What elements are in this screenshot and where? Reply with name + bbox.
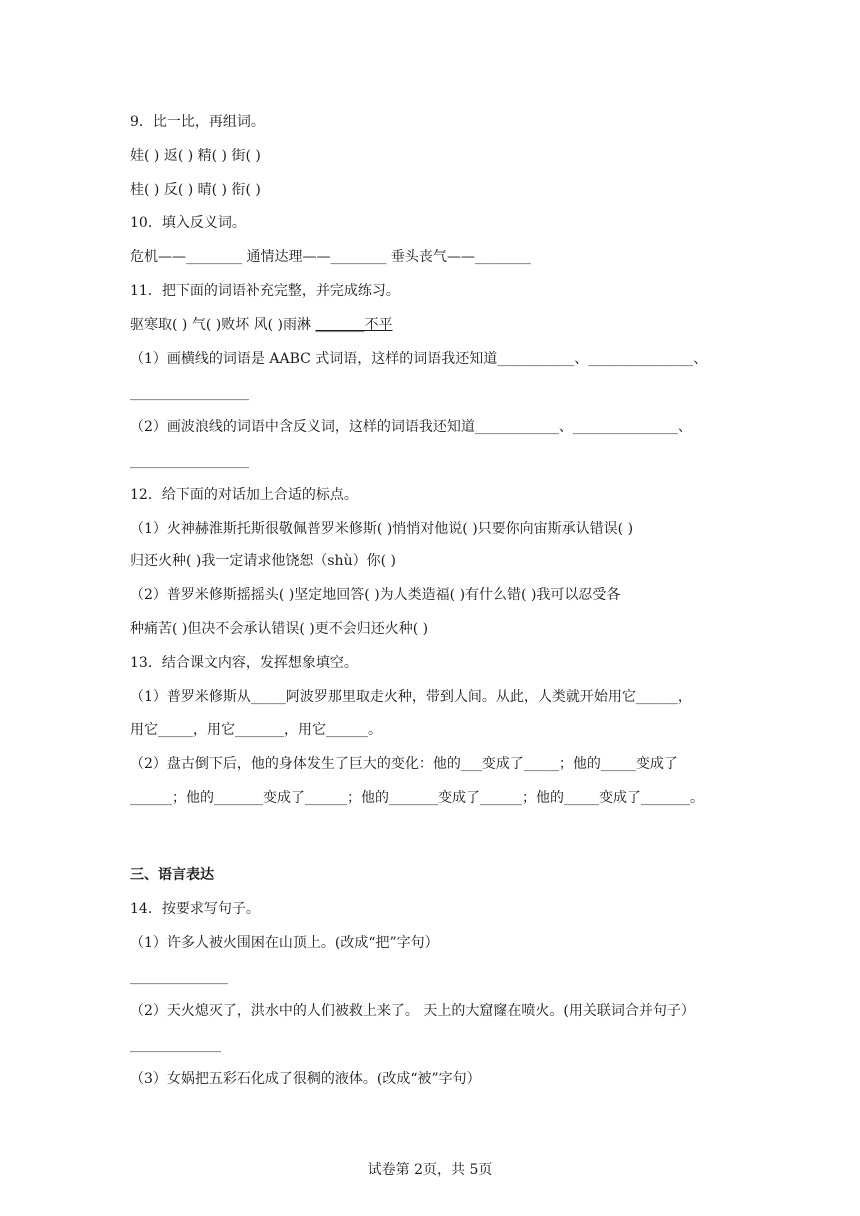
q9-row-2: 桂( ) 反( ) 晴( ) 衔( ): [130, 182, 261, 198]
section-3-heading: 三、语言表达: [130, 867, 214, 883]
q9-title: 9．比一比，再组词。: [130, 114, 265, 130]
q12-title: 12．给下面的对话加上合适的标点。: [130, 487, 358, 503]
q14-title: 14．按要求写句子。: [130, 901, 260, 917]
q14-sub2-answer-blank: _____________: [130, 1037, 221, 1053]
q14-sub2: （2）天火熄灭了，洪水中的人们被救上来了。 天上的大窟窿在喷火。(用关联词合并句子）: [130, 1003, 695, 1019]
q10-antonyms: 危机——________ 通情达理——________ 垂头丧气——________: [130, 249, 531, 265]
q11-underlined-word: _______不平: [315, 317, 393, 333]
q11-title: 11．把下面的词语补充完整，并完成练习。: [130, 283, 400, 299]
q14-sub1: （1）许多人被火围困在山顶上。(改成“把”字句）: [130, 935, 439, 951]
q10-title: 10．填入反义词。: [130, 215, 246, 231]
q12-sub1-line1: （1）火神赫淮斯托斯很敬佩普罗米修斯( )悄悄对他说( )只要你向宙斯承认错误( ): [130, 521, 634, 537]
q11-sub1-blank: _________________: [130, 385, 249, 401]
q14-sub3: （3）女娲把五彩石化成了很稠的液体。(改成“被”字句）: [130, 1071, 481, 1087]
q9-row-1: 娃( ) 返( ) 精( ) 街( ): [130, 148, 261, 164]
q13-sub2-line2: ______；他的_______变成了______；他的_______变成了______；他的_____变成了_______。: [130, 790, 704, 806]
q13-title: 13．结合课文内容，发挥想象填空。: [130, 655, 358, 671]
q12-sub2-line2: 种痛苦( )但决不会承认错误( )更不会归还火种( ): [130, 621, 429, 637]
q11-words-text: 驱寒取( ) 气( )败坏 风( )雨淋: [130, 317, 316, 333]
q12-sub2-line1: （2）普罗米修斯摇摇头( )坚定地回答( )为人类造福( )有什么错( )我可以忍受各: [130, 587, 621, 603]
q14-sub1-answer-blank: ______________: [130, 969, 228, 985]
q11-sub2-blank: _________________: [130, 453, 249, 469]
q11-sub1: （1）画横线的词语是 AABC 式词语，这样的词语我还知道___________、_______________、: [130, 351, 708, 367]
q11-sub2: （2）画波浪线的词语中含反义词，这样的词语我还知道____________、_______________、: [130, 419, 692, 435]
q13-sub2-line1: （2）盘古倒下后，他的身体发生了巨大的变化：他的___变成了_____；他的_____变成了: [130, 756, 678, 772]
q12-sub1-line2: 归还火种( )我一定请求他饶恕（shù）你( ): [130, 553, 396, 569]
q11-words: [130, 315, 392, 335]
q13-sub1-line1: （1）普罗米修斯从_____阿波罗那里取走火种，带到人间。从此，人类就开始用它______，: [130, 689, 692, 705]
page-footer: 试卷第 2页，共 5页: [367, 1162, 493, 1178]
q13-sub1-line2: 用它_____，用它_______，用它______。: [130, 722, 382, 738]
